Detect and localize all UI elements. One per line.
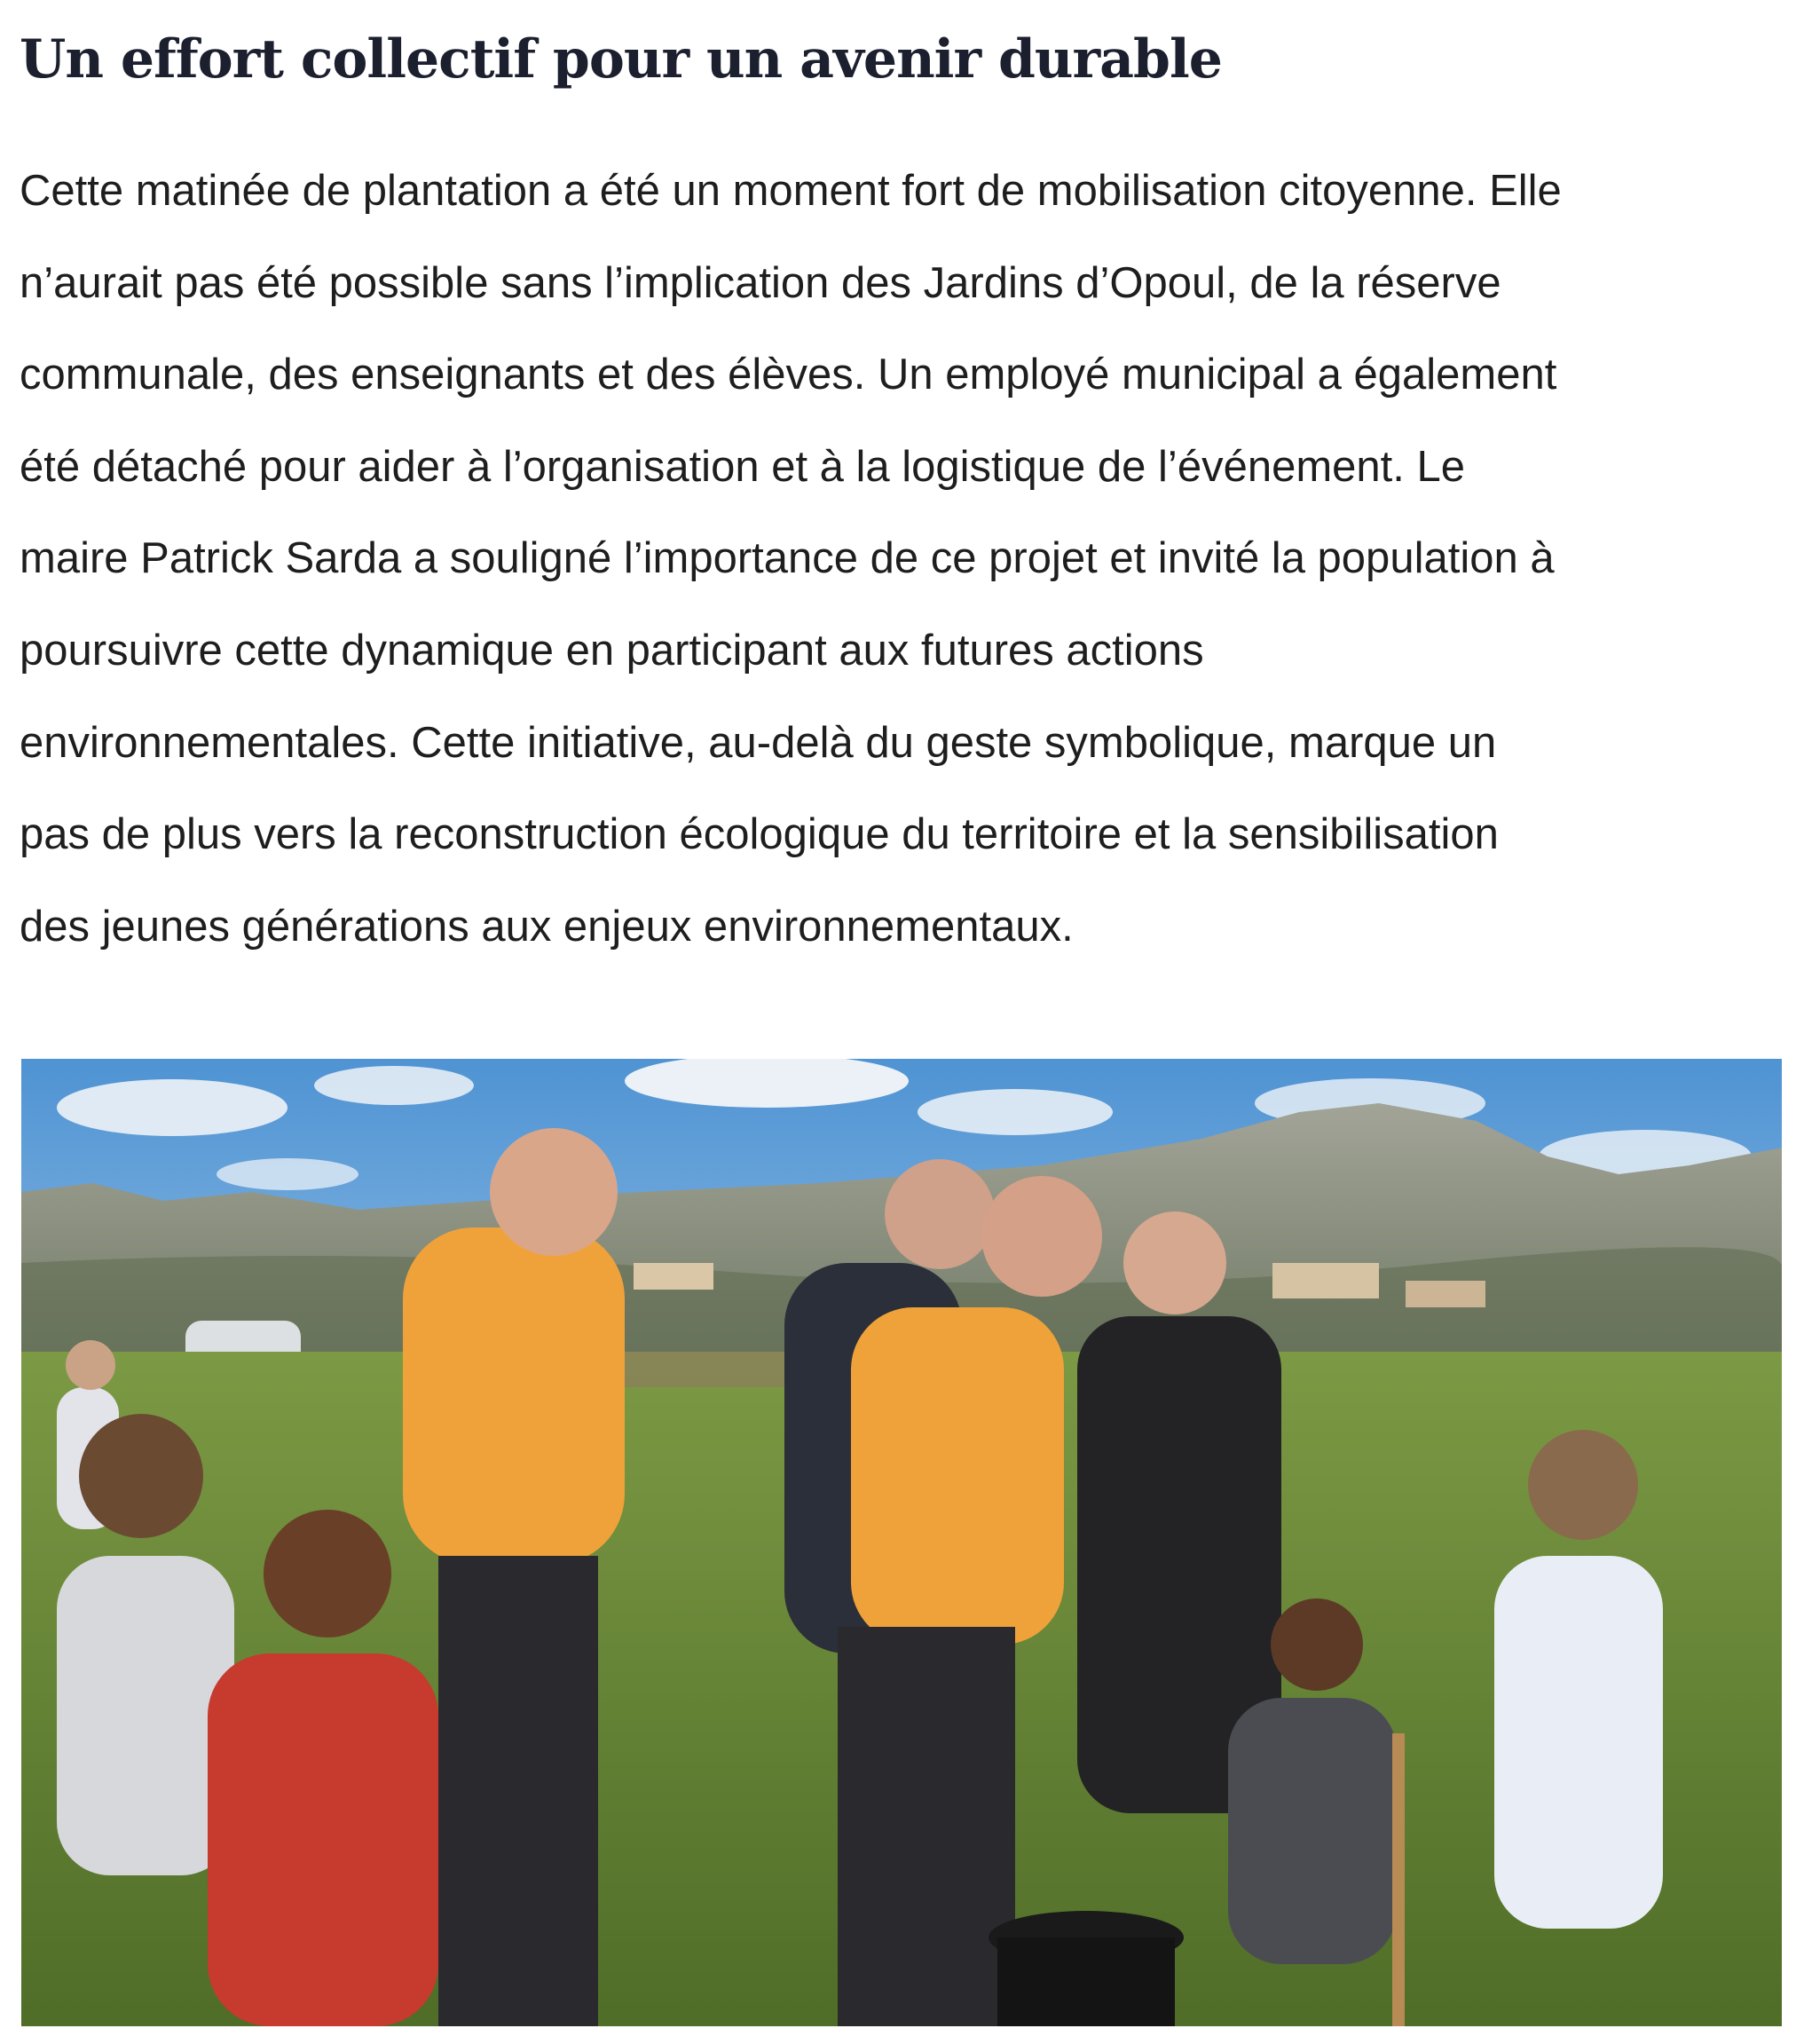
article-title: Un effort collectif pour un avenir durable bbox=[20, 28, 1222, 91]
body-line: Cette matinée de plantation a été un moment fort de mobilisation citoyenne. Elle bbox=[20, 167, 1562, 215]
article-body bbox=[20, 146, 1785, 973]
body-line: poursuivre cette dynamique en participant aux futures actions bbox=[20, 626, 1204, 675]
body-line: des jeunes générations aux enjeux environnementaux. bbox=[20, 902, 1074, 951]
body-line: pas de plus vers la reconstruction écologique du territoire et la sensibilisation bbox=[20, 810, 1499, 859]
body-line: environnementales. Cette initiative, au-delà du geste symbolique, marque un bbox=[20, 718, 1497, 767]
cloud bbox=[314, 1066, 474, 1105]
tree-planting-photo bbox=[21, 1059, 1782, 2026]
cloud bbox=[918, 1089, 1113, 1135]
body-line: été détaché pour aider à l’organisation et à la logistique de l’événement. Le bbox=[20, 442, 1465, 491]
body-line: maire Patrick Sarda a souligné l’importance de ce projet et invité la population à bbox=[20, 534, 1555, 583]
body-line: communale, des enseignants et des élèves. Un employé municipal a également bbox=[20, 351, 1557, 399]
house bbox=[634, 1263, 713, 1290]
house bbox=[1272, 1263, 1379, 1298]
body-line: n’aurait pas été possible sans l’implication des Jardins d’Opoul, de la réserve bbox=[20, 258, 1501, 307]
cloud bbox=[217, 1158, 358, 1190]
tree-stake bbox=[1392, 1733, 1405, 2026]
cloud bbox=[57, 1079, 288, 1136]
house bbox=[1406, 1281, 1485, 1307]
